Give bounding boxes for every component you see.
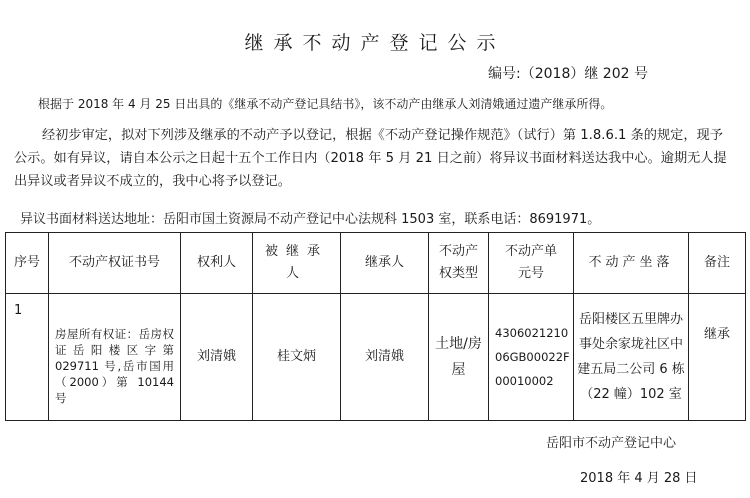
page-title: 继承不动产登记公示	[244, 32, 506, 54]
header-remark: 备注	[689, 233, 746, 294]
cell-cert-no: 房屋所有权证：岳房权证岳阳楼区字第 029711 号,岳市国用（2000）第 10144 号	[49, 294, 181, 421]
cell-heir: 刘清娥	[341, 294, 429, 421]
header-seq: 序号	[6, 233, 49, 294]
paragraph-basis: 根据于 2018 年 4 月 25 日出具的《继承不动产登记具结书》，该不动产由继承人刘清娥通过遗产继承所得。	[38, 97, 613, 111]
signature-date: 2018 年 4 月 28 日	[580, 471, 698, 486]
header-location: 不动产坐落	[574, 233, 689, 294]
cell-remark: 继承	[689, 294, 746, 421]
paragraph-review: 经初步审定，拟对下列涉及继承的不动产予以登记，根据《不动产登记操作规范》（试行）第 1.8.6.1 条的规定，现予公示。如有异议，请自本公示之日起十五个工作日内（2018 年 5 月 21 日之前）将异议书面材料送达我中心。逾期无人提出异议或者异议不成立的，我中心将予以登记。	[14, 128, 727, 189]
header-inheritee: 被继承人	[253, 233, 341, 294]
registration-table	[5, 232, 746, 421]
header-holder: 权利人	[181, 233, 253, 294]
header-type: 不动产权类型	[429, 233, 489, 294]
table-header-row	[6, 233, 746, 294]
header-unit-no: 不动产单元号	[489, 233, 574, 294]
header-cert-no: 不动产权证书号	[49, 233, 181, 294]
signature-organization: 岳阳市不动产登记中心	[546, 436, 677, 451]
header-heir: 继承人	[341, 233, 429, 294]
cell-seq: 1	[6, 294, 49, 421]
cell-holder: 刘清娥	[181, 294, 253, 421]
cell-inheritee: 桂文炳	[253, 294, 341, 421]
table-row	[6, 294, 746, 421]
cell-unit-no: 430602121006GB00022F00010002	[489, 294, 574, 421]
document-number: 编号:（2018）继 202 号	[488, 66, 648, 82]
paragraph-objection-address: 异议书面材料送达地址：岳阳市国土资源局不动产登记中心法规科 1503 室，联系电话：8691971。	[20, 212, 601, 227]
cell-type: 土地/房屋	[429, 294, 489, 421]
cell-location: 岳阳楼区五里牌办事处余家垅社区中建五局二公司 6 栋（22 幢）102 室	[574, 294, 689, 421]
